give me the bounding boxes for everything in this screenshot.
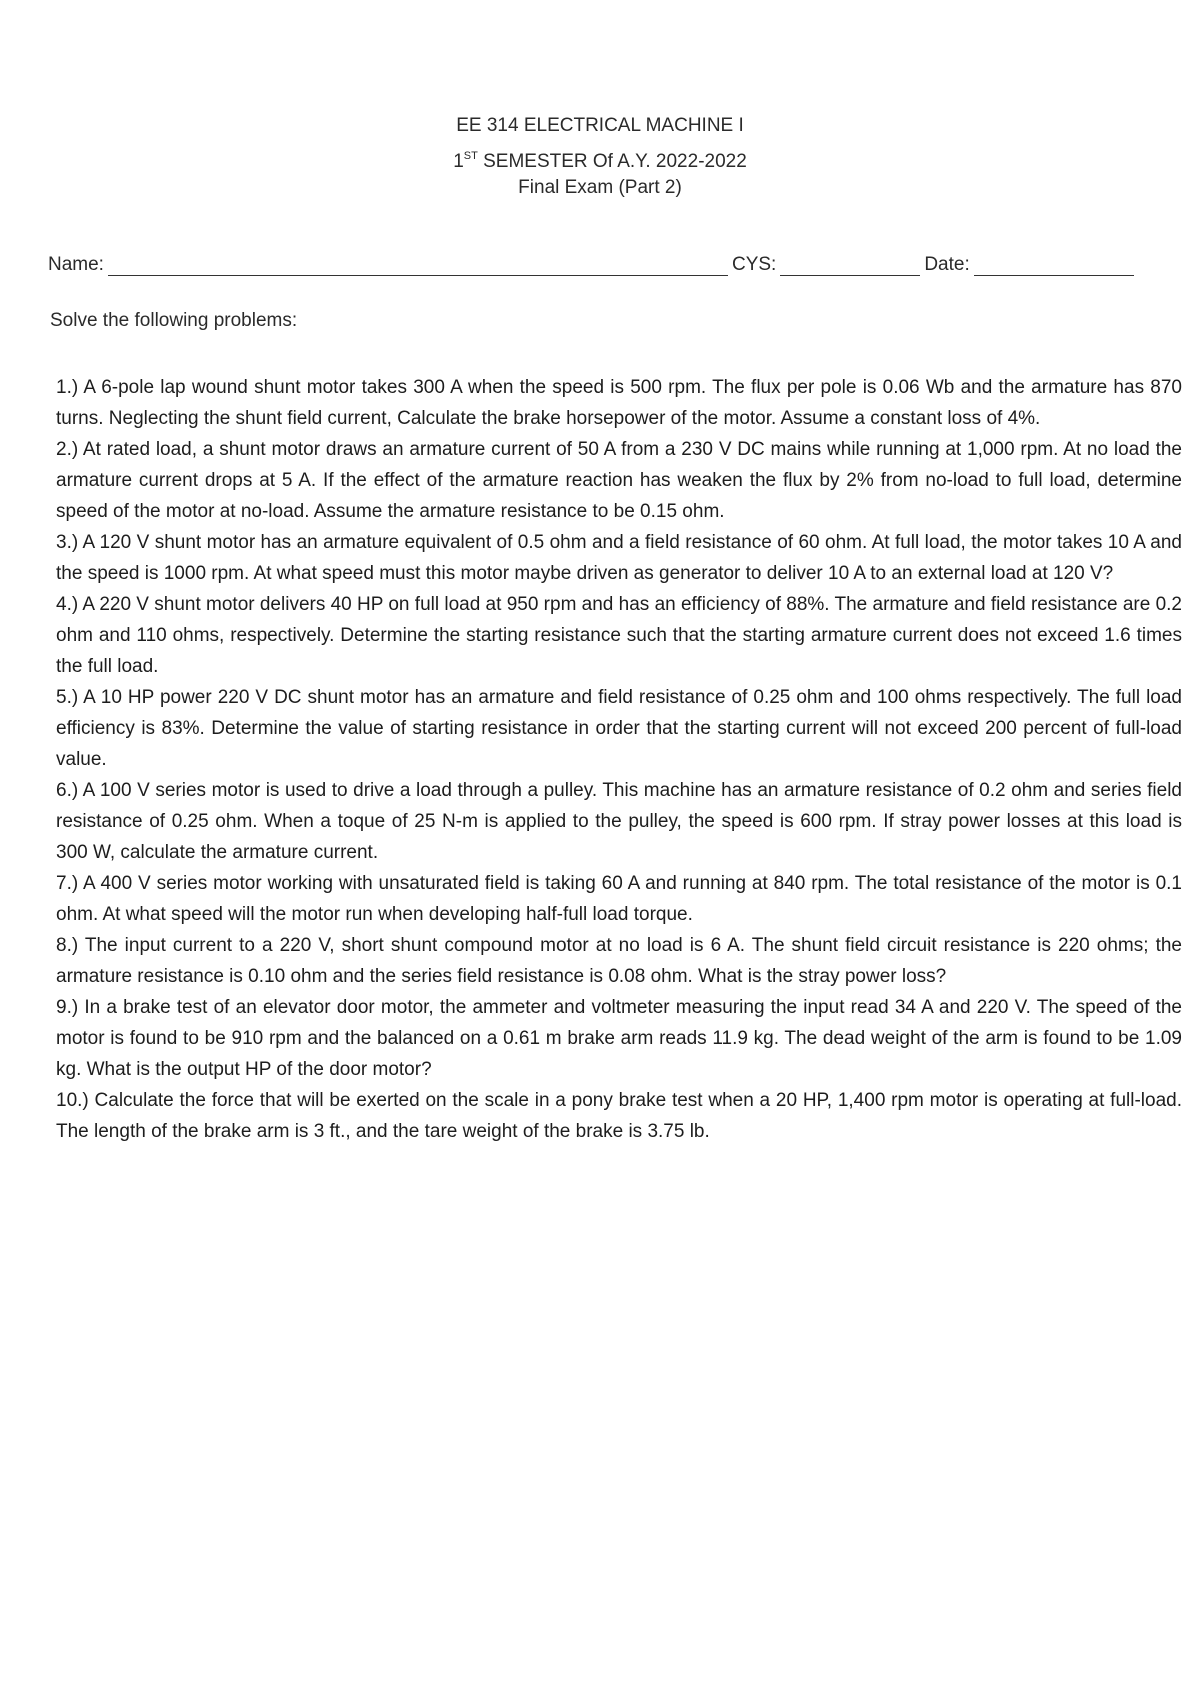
semester-line	[0, 141, 1200, 172]
instructions: Solve the following problems:	[50, 310, 298, 331]
exam-title: Final Exam (Part 2)	[518, 177, 682, 198]
problem-5: 5.) A 10 HP power 220 V DC shunt motor has an armature and field resistance of 0.25 ohm and 100 ohms respectively. The full load efficiency is 83%. Determine the value of starting resistance in order that the starting current will not exceed 200 percent of full-load value.	[56, 687, 1182, 770]
student-info-fields	[48, 242, 1168, 276]
problem-6: 6.) A 100 V series motor is used to drive a load through a pulley. This machine has an armature resistance of 0.2 ohm and series field resistance of 0.25 ohm. When a toque of 25 N-m is applied to the pulley, the speed is 600 rpm. If stray power losses at this load is 300 W, calculate the armature current.	[56, 780, 1182, 863]
exam-header	[0, 110, 1200, 203]
problem-7: 7.) A 400 V series motor working with unsaturated field is taking 60 A and running at 840 rpm. The total resistance of the motor is 0.1 ohm. At what speed will the motor run when developing half-full load torque.	[56, 873, 1182, 925]
problem-3: 3.) A 120 V shunt motor has an armature equivalent of 0.5 ohm and a field resistance of 60 ohm. At full load, the motor takes 10 A and the speed is 1000 rpm. At what speed must this motor maybe driven as generator to deliver 10 A to an external load at 120 V?	[56, 532, 1182, 584]
date-blank-line[interactable]	[974, 255, 1134, 276]
course-title: EE 314 ELECTRICAL MACHINE I	[456, 115, 744, 136]
semester-text: SEMESTER Of A.Y. 2022-2022	[477, 151, 747, 172]
semester-number: 1	[453, 151, 464, 172]
problem-list	[56, 372, 1182, 1147]
semester-ordinal: ST	[463, 150, 478, 162]
cys-label: CYS:	[731, 254, 777, 275]
name-blank-line[interactable]	[108, 255, 728, 276]
problem-10: 10.) Calculate the force that will be exerted on the scale in a pony brake test when a 20 HP, 1,400 rpm motor is operating at full-load. The length of the brake arm is 3 ft., and the tare weight of the brake is 3.75 lb.	[56, 1090, 1182, 1142]
date-label: Date:	[924, 254, 970, 275]
name-label: Name:	[48, 254, 104, 275]
problem-4: 4.) A 220 V shunt motor delivers 40 HP on full load at 950 rpm and has an efficiency of 88%. The armature and field resistance are 0.2 ohm and 110 ohms, respectively. Determine the starting resistance such that the starting armature current does not exceed 1.6 times the full load.	[56, 594, 1182, 677]
problem-8: 8.) The input current to a 220 V, short shunt compound motor at no load is 6 A. The shunt field circuit resistance is 220 ohms; the armature resistance is 0.10 ohm and the series field resistance is 0.08 ohm. What is the stray power loss?	[56, 935, 1182, 987]
cys-blank-line[interactable]	[780, 255, 920, 276]
problem-1: 1.) A 6-pole lap wound shunt motor takes 300 A when the speed is 500 rpm. The flux per pole is 0.06 Wb and the armature has 870 turns. Neglecting the shunt field current, Calculate the brake horsepower of the motor. Assume a constant loss of 4%.	[56, 377, 1182, 429]
problem-2: 2.) At rated load, a shunt motor draws an armature current of 50 A from a 230 V DC mains while running at 1,000 rpm. At no load the armature current drops at 5 A. If the effect of the armature reaction has weaken the flux by 2% from no-load to full load, determine speed of the motor at no-load. Assume the armature resistance to be 0.15 ohm.	[56, 439, 1182, 522]
problem-9: 9.) In a brake test of an elevator door motor, the ammeter and voltmeter measuring the input read 34 A and 220 V. The speed of the motor is found to be 910 rpm and the balanced on a 0.61 m brake arm reads 11.9 kg. The dead weight of the arm is found to be 1.09 kg. What is the output HP of the door motor?	[56, 997, 1182, 1080]
